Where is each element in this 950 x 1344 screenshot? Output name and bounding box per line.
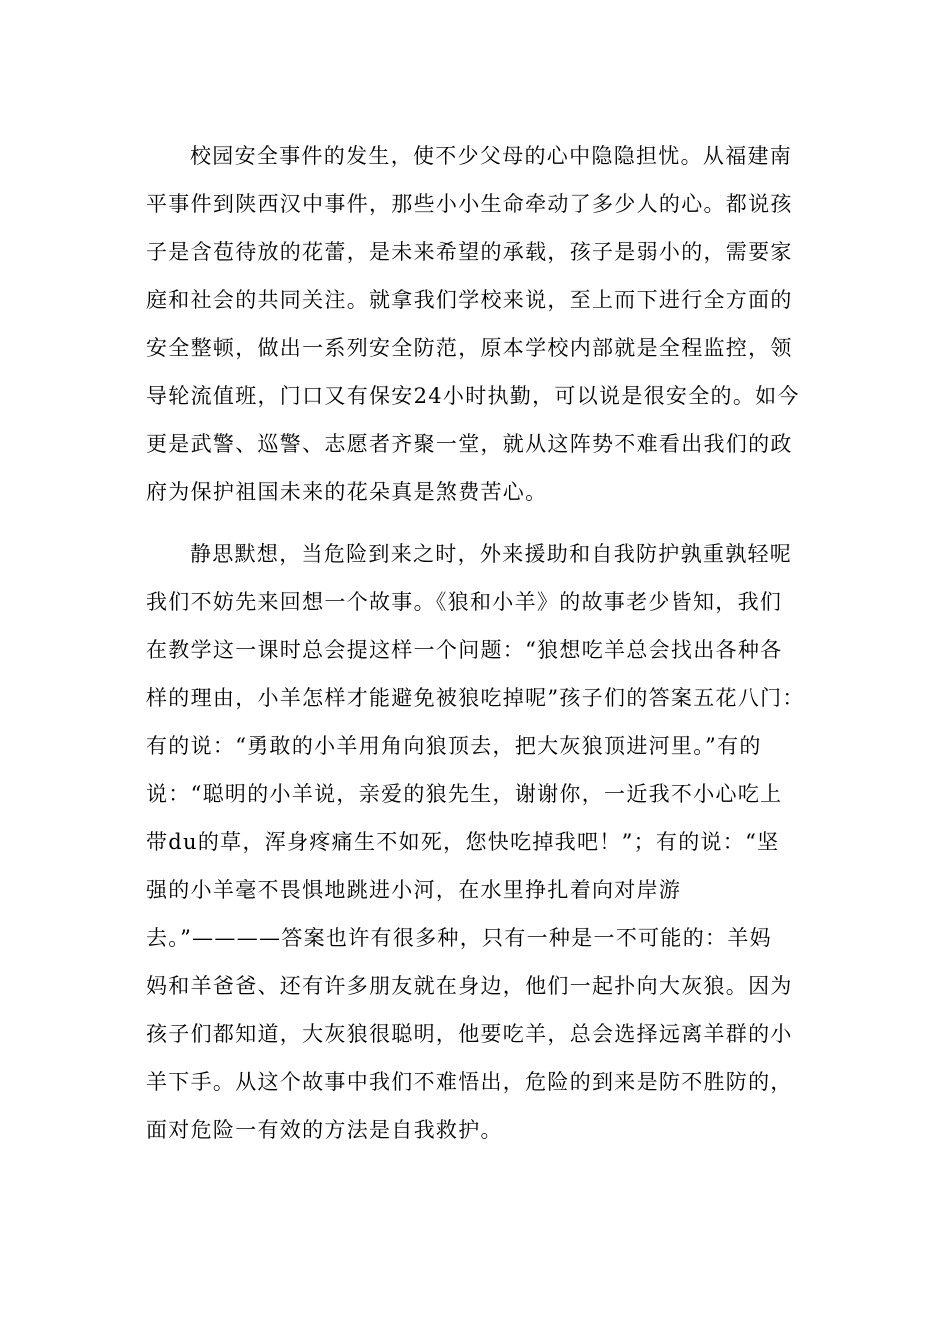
text-line: 带du的草，浑身疼痛生不如死，您快吃掉我吧！”；有的说：“坚 bbox=[146, 830, 780, 854]
text-line: 我们不妨先来回想一个故事。《狼和小羊》的故事老少皆知，我们 bbox=[146, 590, 783, 614]
text-line: 面对危险一有效的方法是自我救护。 bbox=[146, 1118, 503, 1142]
text-line: 校园安全事件的发生，使不少父母的心中隐隐担忧。从福建南 bbox=[190, 144, 793, 168]
text-line: 去。”————答案也许有很多种，只有一种是一不可能的：羊妈 bbox=[146, 926, 772, 950]
text-line: 子是含苞待放的花蕾，是未来希望的承载，孩子是弱小的，需要家 bbox=[146, 240, 793, 264]
text-line: 羊下手。从这个故事中我们不难悟出，危险的到来是防不胜防的， bbox=[146, 1070, 793, 1094]
text-line: 在教学这一课时总会提这样一个问题：“狼想吃羊总会找出各种各 bbox=[146, 638, 783, 662]
text-line: 妈和羊爸爸、还有许多朋友就在身边，他们一起扑向大灰狼。因为 bbox=[146, 974, 793, 998]
text-line: 有的说：“勇敢的小羊用角向狼顶去，把大灰狼顶进河里。”有的 bbox=[146, 734, 762, 758]
text-line: 平事件到陕西汉中事件，那些小小生命牵动了多少人的心。都说孩 bbox=[146, 192, 793, 216]
text-line: 导轮流值班，门口又有保安24小时执勤，可以说是很安全的。如今 bbox=[146, 384, 800, 408]
document-page bbox=[146, 132, 806, 1154]
text-line: 更是武警、巡警、志愿者齐聚一堂，就从这阵势不难看出我们的政 bbox=[146, 432, 793, 456]
text-line: 样的理由，小羊怎样才能避免被狼吃掉呢”孩子们的答案五花八门： bbox=[146, 686, 805, 710]
paragraph-2 bbox=[146, 530, 806, 1154]
text-line: 说：“聪明的小羊说，亲爱的狼先生，谢谢你，一近我不小心吃上 bbox=[146, 782, 783, 806]
paragraph-gap bbox=[146, 516, 806, 530]
text-line: 庭和社会的共同关注。就拿我们学校来说，至上而下进行全方面的 bbox=[146, 288, 793, 312]
text-line: 府为保护祖国未来的花朵真是煞费苦心。 bbox=[146, 480, 548, 504]
text-line: 安全整顿，做出一系列安全防范，原本学校内部就是全程监控，领 bbox=[146, 336, 793, 360]
text-line: 静思默想，当危险到来之时，外来援助和自我防护孰重孰轻呢 bbox=[190, 542, 793, 566]
text-line: 强的小羊毫不畏惧地跳进小河，在水里挣扎着向对岸游 bbox=[146, 878, 682, 902]
paragraph-1 bbox=[146, 132, 806, 516]
text-line: 孩子们都知道，大灰狼很聪明，他要吃羊，总会选择远离羊群的小 bbox=[146, 1022, 793, 1046]
